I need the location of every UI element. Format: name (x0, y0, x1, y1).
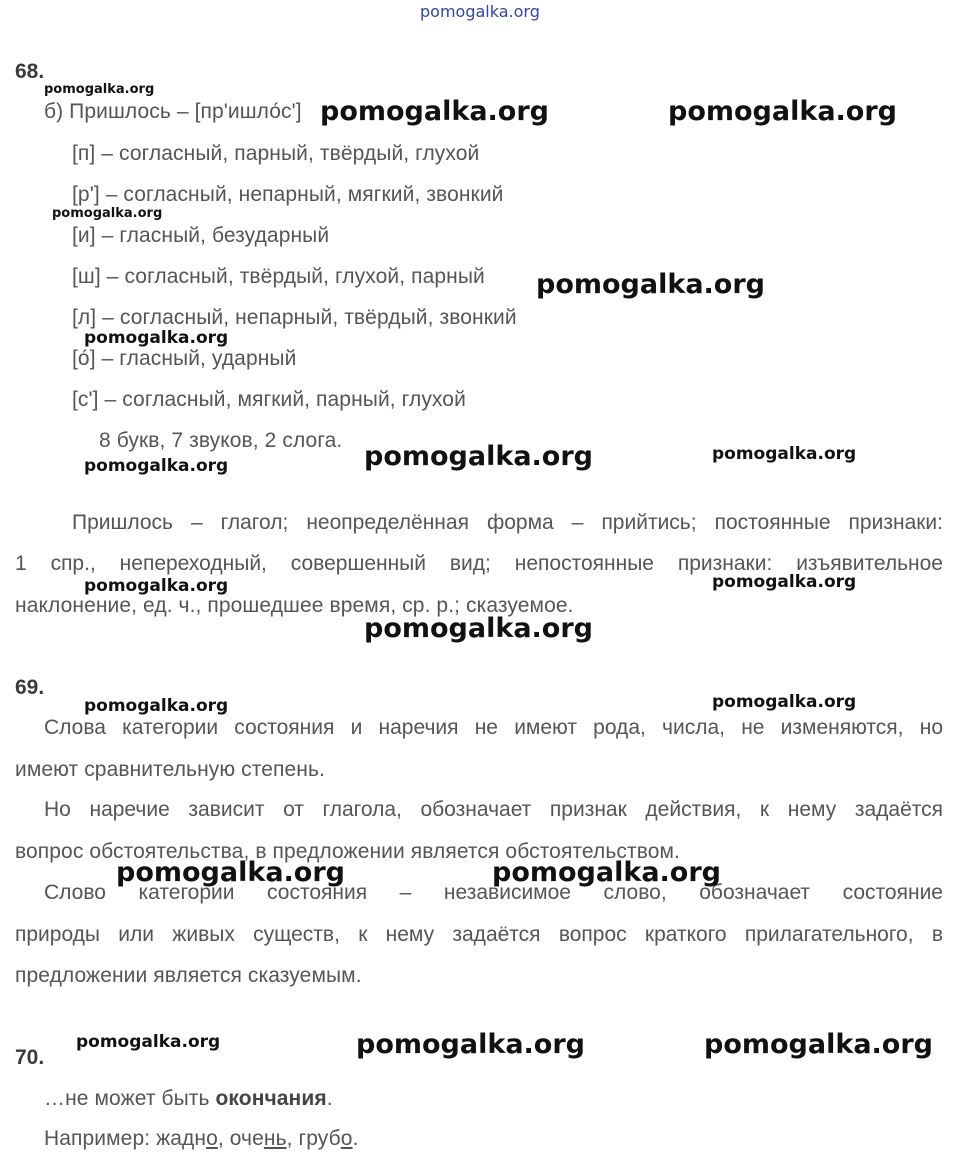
paragraph-line: природы или живых существ, к нему задаётся вопрос краткого прилагательного, в (15, 923, 943, 946)
watermark: pomogalka.org (356, 1029, 585, 1060)
watermark: pomogalka.org (704, 1029, 933, 1060)
watermark: pomogalka.org (84, 696, 229, 716)
example-intro: Например: (44, 1127, 157, 1150)
example-word-ending: о (340, 1127, 353, 1150)
watermark: pomogalka.org (668, 96, 897, 127)
paragraph-line: Слова категории состояния и наречия не имеют рода, числа, не изменяются, но (44, 716, 943, 739)
exercise-number-69: 69. (15, 676, 45, 699)
watermark: pomogalka.org (84, 576, 229, 596)
watermark: pomogalka.org (712, 444, 857, 464)
sound-line: [л] – согласный, непарный, твёрдый, звонкий (72, 306, 517, 329)
sound-line: [п] – согласный, парный, твёрдый, глухой (72, 142, 480, 165)
answer-bold-word: окончания (215, 1087, 327, 1110)
example-line (44, 1127, 359, 1151)
example-word-ending: нь (263, 1127, 287, 1150)
morph-line: наклонение, ед. ч., прошедшее время, ср. р.; сказуемое. (15, 594, 574, 617)
watermark: pomogalka.org (84, 456, 229, 476)
answer-period: . (326, 1087, 333, 1110)
example-word-stem: груб (298, 1127, 341, 1150)
watermark: pomogalka.org (712, 692, 857, 712)
watermark: pomogalka.org (76, 1032, 221, 1052)
paragraph-line: Но наречие зависит от глагола, обозначает признак действия, к нему задаётся (44, 798, 943, 821)
example-end: . (352, 1127, 359, 1150)
exercise-number-70: 70. (15, 1046, 45, 1069)
watermark: pomogalka.org (84, 328, 229, 348)
watermark: pomogalka.org (364, 441, 593, 472)
letter-sound-count: 8 букв, 7 звуков, 2 слога. (99, 429, 343, 452)
paragraph-line: предложении является сказуемым. (15, 964, 362, 987)
paragraph-line: вопрос обстоятельства, в предложении является обстоятельством. (15, 840, 680, 863)
example-word-ending: о (206, 1127, 218, 1150)
watermark: pomogalka.org (116, 857, 345, 888)
answer-line (44, 1087, 333, 1111)
word-transcription: б) Пришлось – [пр'ишло́с'] (44, 100, 302, 123)
morph-line: Пришлось – глагол; неопределённая форма – прийтись; постоянные признаки: (72, 511, 943, 534)
watermark: pomogalka.org (320, 96, 549, 127)
paragraph-line: имеют сравнительную степень. (15, 758, 325, 781)
separator: , (286, 1127, 299, 1150)
sound-line: [р'] – согласный, непарный, мягкий, звонкий (72, 183, 504, 206)
exercise-number-68: 68. (15, 60, 45, 83)
sound-line: [и] – гласный, безударный (72, 224, 330, 247)
watermark: pomogalka.org (52, 206, 163, 221)
watermark: pomogalka.org (712, 572, 857, 592)
separator: , (217, 1127, 230, 1150)
watermark: pomogalka.org (364, 613, 593, 644)
answer-text: …не может быть (44, 1087, 216, 1110)
watermark: pomogalka.org (492, 857, 721, 888)
sound-line: [ш] – согласный, твёрдый, глухой, парный (72, 265, 485, 288)
watermark: pomogalka.org (536, 269, 765, 300)
example-word-stem: жадн (156, 1127, 207, 1150)
paragraph-line: Слово категории состояния – независимое слово, обозначает состояние (44, 881, 943, 904)
morph-line: 1 спр., непереходный, совершенный вид; непостоянные признаки: изъявительное (15, 552, 943, 575)
sound-line: [с'] – согласный, мягкий, парный, глухой (72, 388, 466, 411)
watermark: pomogalka.org (44, 82, 155, 97)
site-link[interactable]: pomogalka.org (420, 2, 540, 21)
sound-line: [о́] – гласный, ударный (72, 347, 297, 370)
example-word-stem: оче (229, 1127, 264, 1150)
